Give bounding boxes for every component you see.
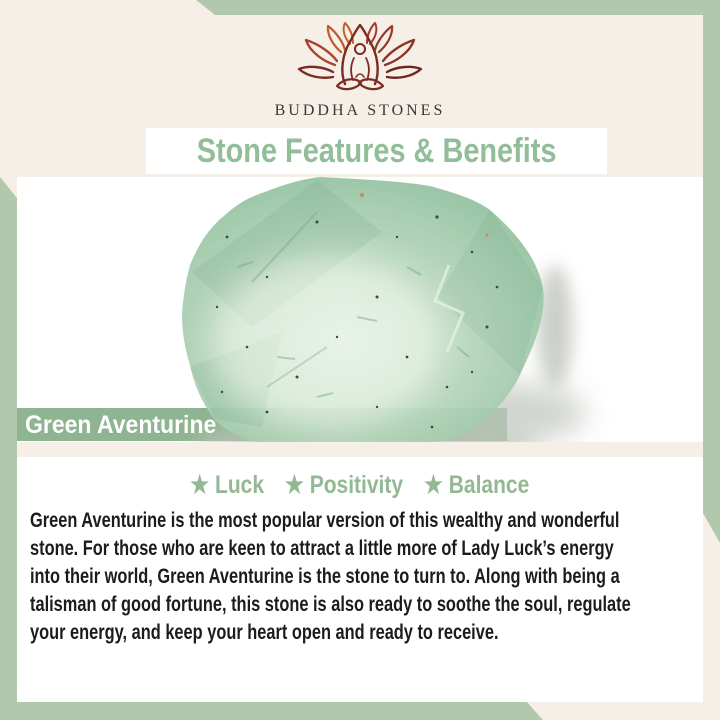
title-banner [146, 128, 607, 174]
top-accent-bar [196, 0, 720, 15]
benefit-positivity [285, 471, 403, 499]
stone-name-label: Green Aventurine [25, 411, 217, 439]
description-line: stone. For those who are keen to attract a little more of Lady Luck’s energy [30, 537, 614, 560]
description-line: into their world, Green Aventurine is the stone to turn to. Along with being a [30, 565, 620, 588]
lotus-meditation-icon [295, 20, 425, 102]
benefit-luck [190, 471, 264, 499]
description-line: your energy, and keep your heart open and ready to receive. [30, 621, 499, 644]
page-title: Stone Features & Benefits [196, 131, 557, 170]
star-icon: ★ [424, 471, 444, 499]
benefit-balance [424, 471, 529, 499]
benefits-row [17, 470, 703, 500]
star-icon: ★ [190, 471, 210, 499]
green-aventurine-stone-photo [17, 177, 703, 442]
benefit-label: Positivity [309, 471, 404, 499]
bottom-accent-bar [0, 702, 543, 720]
star-icon: ★ [285, 471, 305, 499]
benefits-panel [17, 457, 703, 702]
brand-name: BUDDHA STONES [274, 102, 446, 119]
description-line: Green Aventurine is the most popular version of this wealthy and wonderful [30, 509, 620, 532]
benefit-label: Balance [448, 471, 530, 499]
stone-description [30, 507, 685, 647]
right-accent-bar [703, 0, 720, 543]
description-line: talisman of good fortune, this stone is also ready to soothe the soul, regulate [30, 593, 631, 616]
benefit-label: Luck [215, 471, 265, 499]
stone-photo-panel [17, 177, 703, 442]
left-accent-bar [0, 177, 17, 720]
